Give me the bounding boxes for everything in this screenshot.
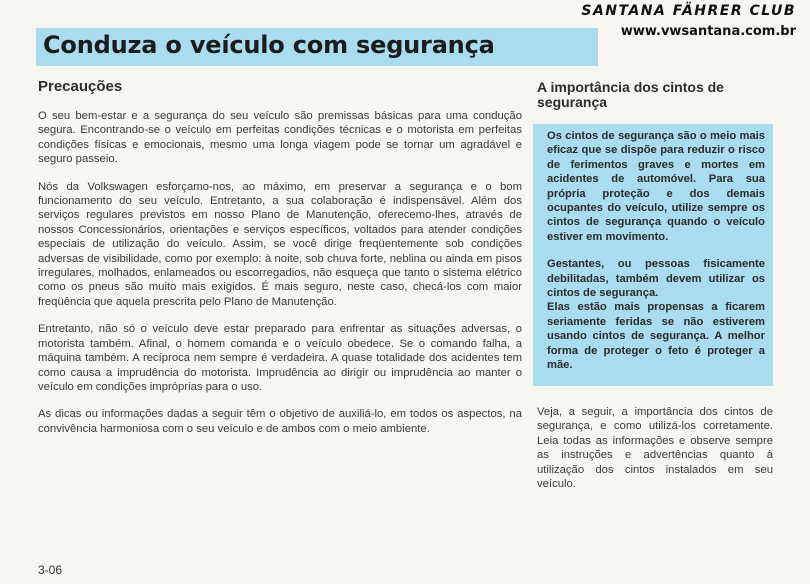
seatbelt-warning-box — [533, 124, 773, 386]
right-column — [537, 80, 773, 126]
warning-paragraph: Os cintos de segurança são o meio mais eficaz que se dispõe para reduzir o risco de ferimentos graves e mortes em acidentes de automóvel. Para sua própria proteção e dos demais ocupantes do veículo, utilize sempre os cintos de segurança quando o veículo estiver em movimento. — [547, 130, 765, 243]
watermark — [581, 3, 796, 39]
title-bar — [36, 28, 598, 66]
paragraph: Entretanto, não só o veículo deve estar preparado para enfrentar as situações adversas, o motorista também. Afinal, o homem comanda e o veículo obedece. Se o comando falha, a máquina também. A recíproca nem sempre é verdadeira. A quase totalidade dos acidentes tem como causa a imprudência do motorista. Imprudência ao dirigir ou imprudência ao manter o veículo em condições impróprias para o uso. — [38, 323, 522, 393]
page-number: 3-06 — [38, 563, 63, 577]
watermark-site: www.vwsantana.com.br — [620, 24, 796, 39]
seatbelt-heading: A importância dos cintos de segurança — [537, 79, 724, 110]
paragraph: O seu bem-estar e a segurança do seu veículo são premissas básicas para uma condução segura. Encontrando-se o veículo em perfeitas condições técnicas e o motorista em perfeitas condições físicas e emocionais, mesmo uma longa viagem pode se tornar um agradável e seguro passeio. — [38, 110, 522, 166]
left-column — [38, 78, 522, 449]
seatbelt-intro-text: Veja, a seguir, a importância dos cintos de segurança, e como utilizá-los corretamente. Leia todas as informações e observe sempre as instruções e advertências quanto à utilização dos cintos instalados em seu veículo. — [537, 406, 773, 491]
paragraph: As dicas ou informações dadas a seguir têm o objetivo de auxiliá-lo, em todos os aspectos, na convivência harmoniosa com o seu veículo e de ambos com o meio ambiente. — [38, 408, 522, 435]
warning-paragraph: Elas estão mais propensas a ficarem seriamente feridas se não estiverem usando cintos de segurança. A melhor forma de proteger o feto é proteger a mãe. — [547, 301, 765, 372]
watermark-club: SANTANA FÄHRER CLUB — [581, 3, 796, 19]
page-title: Conduza o veículo com segurança — [43, 31, 495, 59]
warning-paragraph: Gestantes, ou pessoas fisicamente debilitadas, também devem utilizar os cintos de segurança. — [547, 258, 765, 300]
precautions-heading: Precauções — [38, 78, 123, 95]
paragraph: Nós da Volkswagen esforçamo-nos, ao máximo, em preservar a segurança e o bom funcionamento do seu veículo. Entretanto, a sua colaboração é indispensável. Além dos serviços regulares previstos em nosso Plano de Manutenção, oferecemo-lhes, através de nossos Concessionários, orientações e serviços específicos, voltados para atender condições especiais de utilização do veículo. Assim, se você dirige freqüentemente sob condições adversas de visibilidade, como por exemplo: à noite, sob chuva forte, neblina ou ainda em pisos irregulares, molhados, enlameados ou escorregadios, não esqueça que tanto o sistema elétrico como os pneus são muito mais exigidos. É mais seguro, neste caso, checá-los com maior freqüência que aquela prescrita pelo Plano de Manutenção. — [38, 180, 522, 308]
